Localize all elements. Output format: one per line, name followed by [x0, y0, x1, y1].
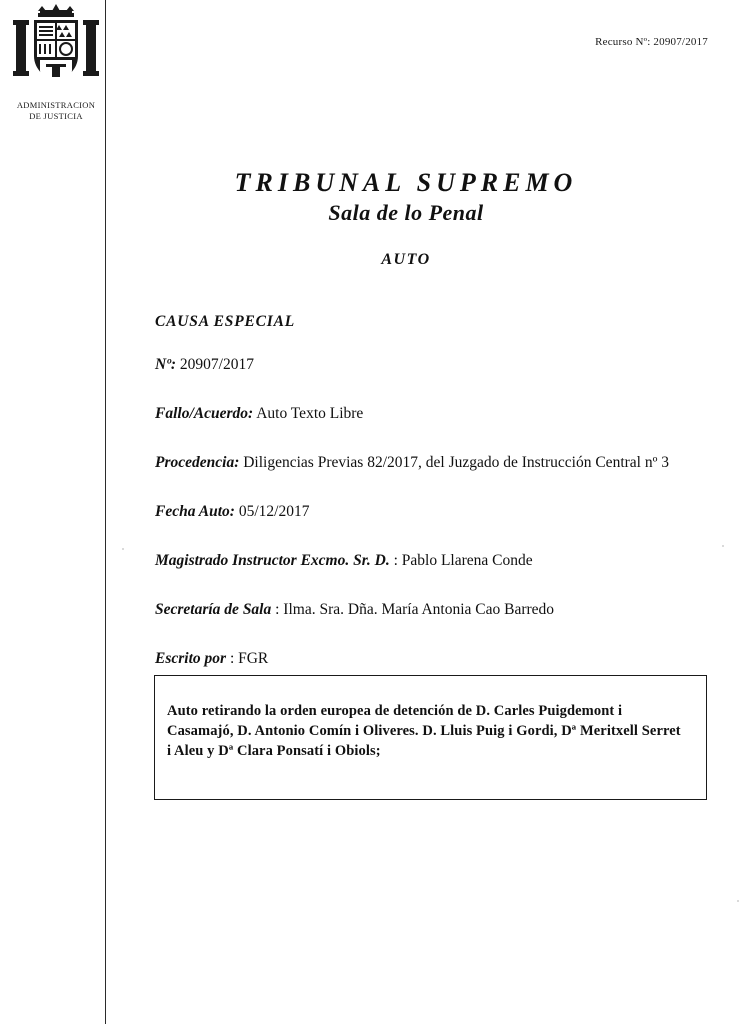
field-fecha-auto-key: Fecha Auto:: [155, 503, 235, 520]
field-fallo-acuerdo-key: Fallo/Acuerdo:: [155, 405, 254, 422]
case-label: CAUSA ESPECIAL: [155, 313, 295, 330]
scan-speckle: [122, 548, 124, 550]
resolution-box: [154, 675, 707, 800]
spain-coat-of-arms-icon: [10, 4, 102, 100]
field-escrito-por-key: Escrito por: [155, 650, 227, 667]
case-number-value: 20907/2017: [179, 356, 254, 373]
field-procedencia-key: Procedencia:: [155, 454, 240, 471]
field-secretaria-de-sala-key: Secretaría de Sala: [155, 601, 272, 618]
case-number-key: Nº:: [155, 356, 177, 373]
letterhead: [8, 4, 104, 122]
field-fecha-auto-value: 05/12/2017: [238, 503, 310, 520]
field-secretaria-de-sala-value: : Ilma. Sra. Dña. María Antonia Cao Barredo: [275, 601, 555, 618]
case-number: [155, 355, 700, 375]
field-fallo-acuerdo-value: Auto Texto Libre: [256, 405, 364, 422]
recurso-number: Recurso Nº: 20907/2017: [595, 36, 708, 48]
field-escrito-por-value: : FGR: [229, 650, 269, 667]
field-escrito-por: [155, 648, 700, 669]
field-magistrado-instructor-key: Magistrado Instructor Excmo. Sr. D.: [155, 552, 390, 569]
field-secretaria-de-sala: [155, 599, 700, 620]
field-procedencia-value: Diligencias Previas 82/2017, del Juzgado de Instrucción Central nº 3: [243, 454, 670, 471]
document-body: [155, 312, 700, 669]
chamber-title: Sala de lo Penal: [328, 200, 484, 225]
court-title: TRIBUNAL SUPREMO: [234, 168, 578, 197]
letterhead-line-1: ADMINISTRACION: [16, 100, 96, 110]
field-fecha-auto: [155, 501, 700, 522]
scan-speckle: [722, 545, 724, 547]
field-procedencia: [155, 452, 700, 473]
left-margin-rule: [105, 0, 106, 1024]
field-magistrado-instructor: [155, 550, 700, 571]
field-fallo-acuerdo: [155, 403, 700, 424]
resolution-text: Auto retirando la orden europea de detención de D. Carles Puigdemont i Casamajó, D. Antonio Comín i Oliveres. D. Lluis Puig i Gordi, Dª Meritxell Serret i Aleu y Dª Clara Ponsatí i Obiols;: [167, 703, 681, 759]
scan-speckle: [737, 900, 739, 902]
letterhead-line-2: DE JUSTICIA: [29, 111, 83, 121]
document-type: AUTO: [381, 251, 431, 268]
field-magistrado-instructor-value: : Pablo Llarena Conde: [393, 552, 533, 569]
